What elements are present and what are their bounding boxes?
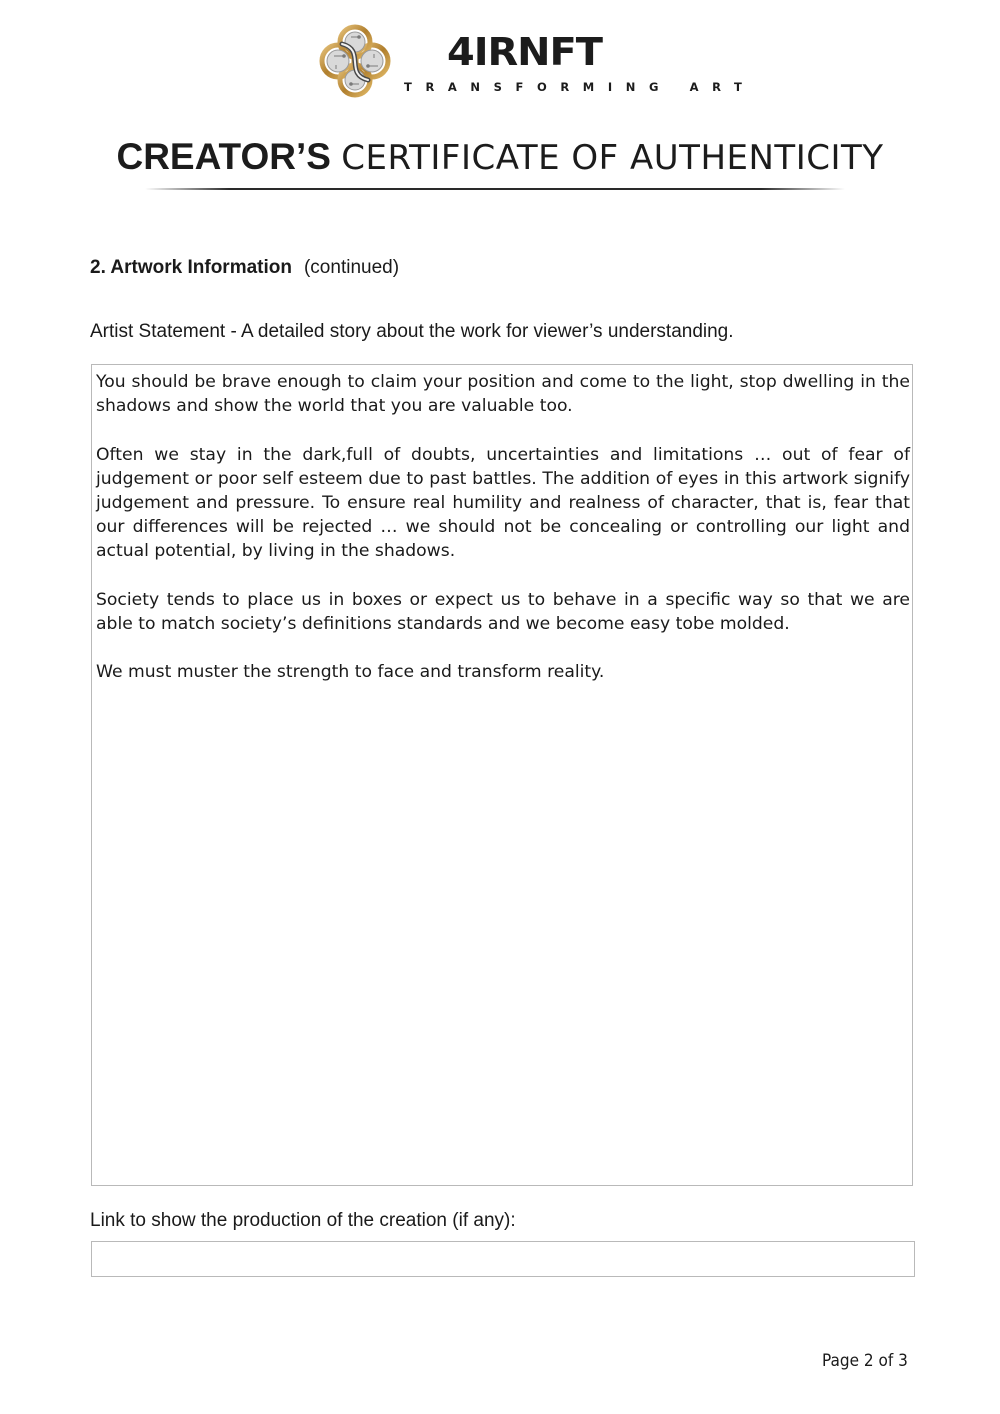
title-light-part: CERTIFICATE OF AUTHENTICITY [341,138,884,178]
artist-statement-text [96,370,910,709]
artist-statement-field[interactable] [91,364,913,1186]
brand-name: 4IRNFT [447,30,602,74]
artist-statement-label: Artist Statement - A detailed story about the work for viewer’s understanding. [90,321,734,342]
title-divider [145,188,845,190]
production-link-field[interactable] [91,1241,915,1277]
statement-paragraph: You should be brave enough to claim your position and come to the light, stop dwelling in the shadows and show the world that you are valuable too. [96,372,910,417]
brand-tagline: TRANSFORMING ART [404,80,756,94]
page-number: Page 2 of 3 [822,1351,908,1371]
statement-paragraph: Society tends to place us in boxes or expect us to behave in a specific way so that we are able to match society’s definitions standards and we become easy tobe molded. [96,589,910,634]
gold-infinity-circuit-logo-icon [316,22,394,100]
title-bold-part: CREATOR’S [116,136,331,177]
statement-paragraph: We must muster the strength to face and transform reality. [96,662,605,683]
section-heading [90,257,399,279]
production-link-label: Link to show the production of the creation (if any): [90,1210,516,1231]
logo-icon [316,22,394,100]
section-continued: (continued) [303,257,400,278]
certificate-title [0,134,1000,181]
section-title: 2. Artwork Information [90,257,292,278]
statement-paragraph: Often we stay in the dark,full of doubts, uncertainties and limitations … out of fear of judgement or poor self esteem due to past battles. The addition of eyes in this artwork signify judgement and pressure. To ensure real humility and realness of character, that is, fear that our differences will be rejected … we should not be concealing or controlling our light and actual potential, by living in the shadows. [96,444,910,562]
